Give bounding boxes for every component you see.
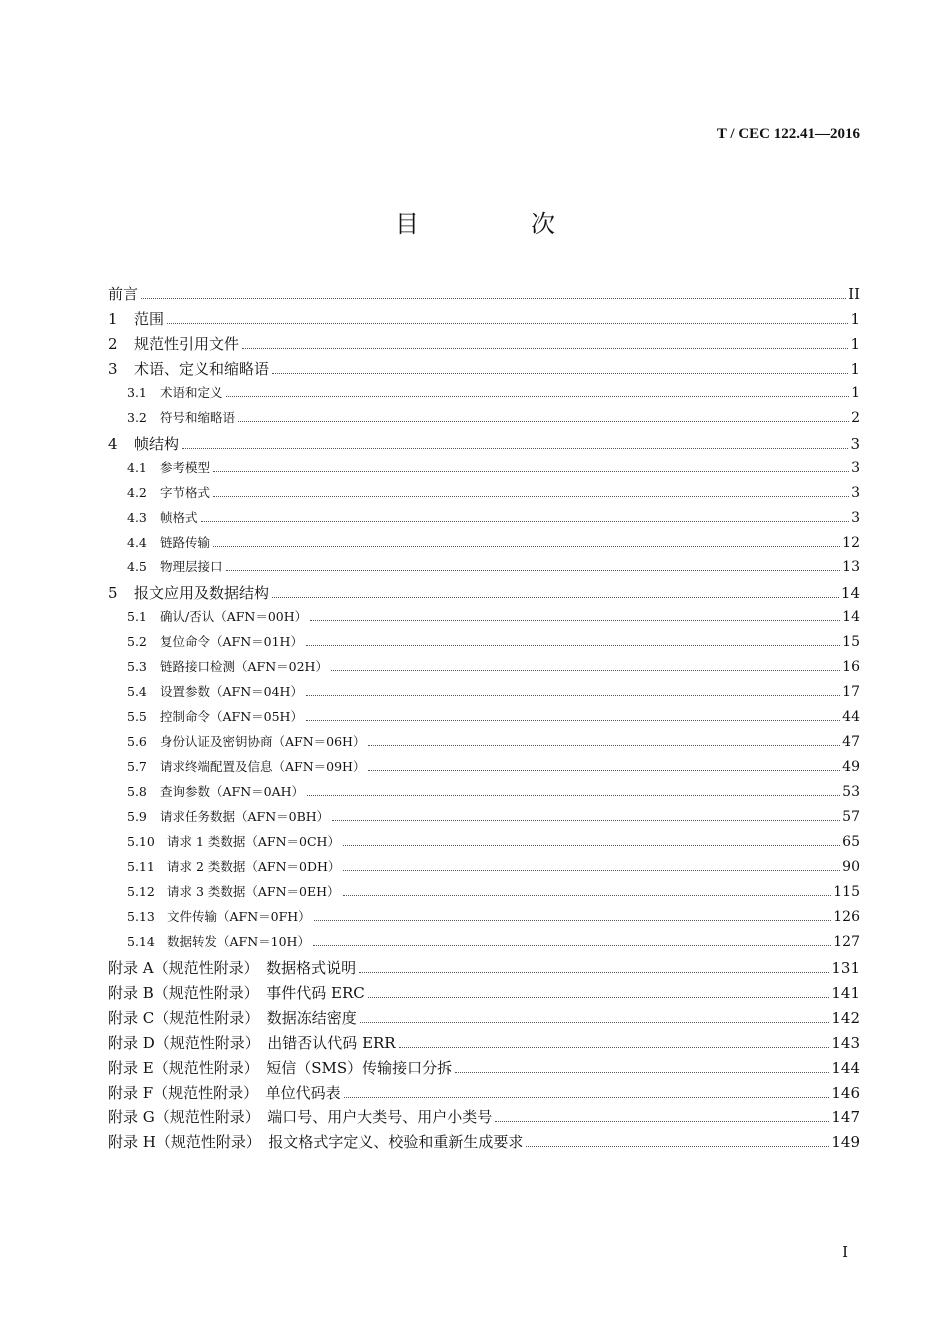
toc-entry-title: 请求终端配置及信息（AFN＝09H） xyxy=(160,759,366,775)
toc-leader-dots xyxy=(359,972,829,973)
toc-entry[interactable] xyxy=(108,533,860,558)
toc-entry-page: 16 xyxy=(842,659,860,676)
toc-entry[interactable] xyxy=(108,807,860,832)
toc-entry-title: 链路传输 xyxy=(160,534,211,550)
toc-entry[interactable] xyxy=(108,857,860,882)
toc-entry[interactable] xyxy=(108,782,860,807)
toc-entry[interactable] xyxy=(108,1007,860,1032)
toc-leader-dots xyxy=(455,1072,829,1073)
toc-entry[interactable] xyxy=(108,1131,860,1156)
toc-entry-page: 53 xyxy=(842,784,860,801)
toc-entry-page: 127 xyxy=(833,933,860,950)
toc-entry-title: 字节格式 xyxy=(160,484,211,500)
toc-entry-title: 范围 xyxy=(134,309,165,328)
toc-entry[interactable] xyxy=(108,932,860,957)
toc-entry-page: 1 xyxy=(851,384,860,401)
toc-entry-title: 附录 F（规范性附录） 单位代码表 xyxy=(108,1083,341,1102)
toc-entry-page: 90 xyxy=(842,858,860,875)
toc-entry-number: 5.10 xyxy=(127,833,155,849)
toc-entry-title: 文件传输（AFN＝0FH） xyxy=(167,908,311,924)
toc-entry-title: 参考模型 xyxy=(160,459,211,475)
toc-entry-title: 附录 A（规范性附录） 数据格式说明 xyxy=(108,958,357,977)
toc-entry[interactable] xyxy=(108,907,860,932)
toc-entry[interactable] xyxy=(108,632,860,657)
toc-entry-number: 5.9 xyxy=(127,809,147,825)
toc-leader-dots xyxy=(368,997,830,998)
toc-entry-number: 4 xyxy=(108,434,118,453)
toc-entry[interactable] xyxy=(108,732,860,757)
toc-entry-title: 控制命令（AFN＝05H） xyxy=(160,709,303,725)
toc-entry-number: 5.6 xyxy=(127,734,147,750)
toc-leader-dots xyxy=(310,620,840,621)
toc-entry-number: 4.4 xyxy=(127,534,147,550)
toc-entry[interactable] xyxy=(108,882,860,907)
toc-entry[interactable] xyxy=(108,508,860,533)
table-of-contents xyxy=(108,283,860,1156)
toc-leader-dots xyxy=(182,448,848,449)
toc-entry[interactable] xyxy=(108,707,860,732)
toc-entry-number: 5.11 xyxy=(127,858,155,874)
toc-entry-page: 144 xyxy=(831,1058,860,1077)
toc-entry-page: 126 xyxy=(833,908,860,925)
toc-entry-title: 复位命令（AFN＝01H） xyxy=(160,634,303,650)
toc-entry-number: 5.8 xyxy=(127,784,147,800)
toc-entry-title: 请求 1 类数据（AFN＝0CH） xyxy=(167,833,340,849)
toc-entry-page: 15 xyxy=(842,634,860,651)
toc-leader-dots xyxy=(238,421,849,422)
toc-entry-number: 5.4 xyxy=(127,684,147,700)
toc-leader-dots xyxy=(399,1047,830,1048)
toc-entry-title: 查询参数（AFN＝0AH） xyxy=(160,784,305,800)
toc-entry-page: 1 xyxy=(850,309,860,328)
toc-entry[interactable] xyxy=(108,757,860,782)
toc-entry-title: 规范性引用文件 xyxy=(134,334,240,353)
toc-entry-title: 身份认证及密钥协商（AFN＝06H） xyxy=(160,734,366,750)
toc-leader-dots xyxy=(343,845,840,846)
toc-entry[interactable] xyxy=(108,557,860,582)
toc-entry[interactable] xyxy=(108,458,860,483)
toc-entry-page: 143 xyxy=(831,1033,860,1052)
toc-entry-number: 5.3 xyxy=(127,659,147,675)
toc-leader-dots xyxy=(242,348,848,349)
toc-entry-page: 2 xyxy=(851,409,860,426)
toc-entry-page: II xyxy=(848,285,860,303)
toc-entry-page: 14 xyxy=(842,609,860,626)
toc-entry-page: 1 xyxy=(850,359,860,378)
toc-entry-title: 链路接口检测（AFN＝02H） xyxy=(160,659,328,675)
toc-entry-number: 3 xyxy=(108,359,118,378)
toc-entry[interactable] xyxy=(108,358,860,383)
toc-entry-number: 4.5 xyxy=(127,559,147,575)
toc-entry-number: 5.12 xyxy=(127,883,155,899)
toc-leader-dots xyxy=(495,1121,829,1122)
toc-leader-dots xyxy=(226,396,850,397)
toc-entry-number: 5 xyxy=(108,584,118,603)
toc-entry[interactable] xyxy=(108,1032,860,1057)
toc-entry-number: 1 xyxy=(108,309,118,328)
toc-entry-page: 131 xyxy=(831,958,860,977)
toc-entry-number: 4.3 xyxy=(127,509,147,525)
toc-entry[interactable] xyxy=(108,433,860,458)
toc-entry[interactable] xyxy=(108,1082,860,1107)
toc-entry-title: 前言 xyxy=(108,285,139,303)
toc-leader-dots xyxy=(272,597,839,598)
toc-leader-dots xyxy=(368,770,840,771)
toc-entry-title: 附录 G（规范性附录） 端口号、用户大类号、用户小类号 xyxy=(108,1108,493,1127)
toc-entry-page: 1 xyxy=(850,334,860,353)
toc-leader-dots xyxy=(331,670,840,671)
toc-entry[interactable] xyxy=(108,982,860,1007)
toc-entry-page: 13 xyxy=(842,559,860,576)
toc-entry-number: 5.5 xyxy=(127,709,147,725)
toc-entry-title: 附录 H（规范性附录） 报文格式字定义、校验和重新生成要求 xyxy=(108,1133,524,1152)
toc-entry-title: 附录 E（规范性附录） 短信（SMS）传输接口分拆 xyxy=(108,1058,453,1077)
toc-entry-title: 设置参数（AFN＝04H） xyxy=(160,684,303,700)
toc-leader-dots xyxy=(226,570,841,571)
toc-leader-dots xyxy=(141,298,846,299)
toc-entry-title: 附录 D（规范性附录） 出错否认代码 ERR xyxy=(108,1033,396,1052)
toc-entry-title: 附录 B（规范性附录） 事件代码 ERC xyxy=(108,983,365,1002)
toc-entry[interactable] xyxy=(108,308,860,333)
toc-entry-title: 物理层接口 xyxy=(160,559,223,575)
toc-entry-page: 44 xyxy=(842,709,860,726)
toc-entry[interactable] xyxy=(108,582,860,607)
toc-leader-dots xyxy=(343,895,832,896)
toc-leader-dots xyxy=(306,695,840,696)
toc-entry-number: 3.1 xyxy=(127,384,147,400)
toc-entry[interactable] xyxy=(108,1057,860,1082)
toc-entry-page: 3 xyxy=(851,509,860,526)
toc-entry-number: 5.2 xyxy=(127,634,147,650)
standard-code: T / CEC 122.41—2016 xyxy=(716,126,860,142)
toc-entry-number: 4.2 xyxy=(127,484,147,500)
toc-entry-page: 14 xyxy=(840,584,860,603)
toc-leader-dots xyxy=(306,720,840,721)
page-title: 目 次 xyxy=(395,210,599,238)
toc-entry-title: 请求任务数据（AFN＝0BH） xyxy=(160,809,330,825)
toc-entry-number: 5.1 xyxy=(127,609,147,625)
toc-entry-title: 附录 C（规范性附录） 数据冻结密度 xyxy=(108,1008,357,1027)
toc-entry[interactable] xyxy=(108,1106,860,1131)
toc-entry-page: 146 xyxy=(831,1083,860,1102)
toc-entry-page: 142 xyxy=(831,1008,860,1027)
toc-leader-dots xyxy=(332,820,840,821)
toc-leader-dots xyxy=(313,945,831,946)
toc-entry-page: 3 xyxy=(851,484,860,501)
toc-leader-dots xyxy=(167,323,848,324)
toc-entry-title: 符号和缩略语 xyxy=(160,409,236,425)
toc-entry-number: 5.14 xyxy=(127,933,155,949)
toc-entry[interactable] xyxy=(108,408,860,433)
toc-entry-page: 49 xyxy=(842,759,860,776)
toc-entry-title: 帧结构 xyxy=(134,434,180,453)
toc-entry-page: 17 xyxy=(842,684,860,701)
toc-leader-dots xyxy=(344,1097,830,1098)
toc-entry[interactable] xyxy=(108,333,860,358)
toc-entry-title: 请求 3 类数据（AFN＝0EH） xyxy=(167,883,340,899)
toc-entry-title: 术语、定义和缩略语 xyxy=(134,359,270,378)
page-number: I xyxy=(842,1243,848,1261)
toc-entry[interactable] xyxy=(108,682,860,707)
toc-entry-title: 确认/否认（AFN＝00H） xyxy=(160,609,308,625)
toc-leader-dots xyxy=(306,645,840,646)
toc-entry[interactable] xyxy=(108,607,860,632)
toc-leader-dots xyxy=(213,546,840,547)
toc-entry-page: 141 xyxy=(831,983,860,1002)
toc-entry[interactable] xyxy=(108,957,860,982)
toc-entry[interactable] xyxy=(108,383,860,408)
toc-entry-page: 57 xyxy=(842,809,860,826)
toc-entry-title: 帧格式 xyxy=(160,509,198,525)
toc-leader-dots xyxy=(360,1022,830,1023)
toc-entry-title: 报文应用及数据结构 xyxy=(134,584,270,603)
toc-entry-number: 5.13 xyxy=(127,908,155,924)
toc-entry-page: 115 xyxy=(833,883,860,900)
toc-entry-page: 47 xyxy=(842,734,860,751)
toc-entry[interactable] xyxy=(108,483,860,508)
toc-entry-number: 5.7 xyxy=(127,759,147,775)
toc-entry-title: 请求 2 类数据（AFN＝0DH） xyxy=(167,858,341,874)
toc-leader-dots xyxy=(272,373,848,374)
toc-entry-title: 数据转发（AFN＝10H） xyxy=(167,933,310,949)
toc-leader-dots xyxy=(343,870,840,871)
toc-entry[interactable] xyxy=(108,283,860,308)
toc-leader-dots xyxy=(213,471,849,472)
toc-entry-page: 65 xyxy=(842,833,860,850)
toc-leader-dots xyxy=(526,1146,829,1147)
toc-leader-dots xyxy=(213,496,849,497)
toc-leader-dots xyxy=(201,521,850,522)
toc-entry-page: 12 xyxy=(842,534,860,551)
toc-entry-page: 147 xyxy=(831,1108,860,1127)
toc-entry-title: 术语和定义 xyxy=(160,384,223,400)
toc-entry[interactable] xyxy=(108,832,860,857)
toc-entry-page: 3 xyxy=(851,459,860,476)
toc-entry-number: 3.2 xyxy=(127,409,147,425)
toc-entry-page: 149 xyxy=(831,1133,860,1152)
toc-entry-number: 2 xyxy=(108,334,118,353)
toc-entry[interactable] xyxy=(108,657,860,682)
toc-entry-number: 4.1 xyxy=(127,459,147,475)
toc-leader-dots xyxy=(368,745,840,746)
toc-leader-dots xyxy=(307,795,840,796)
toc-entry-page: 3 xyxy=(850,434,860,453)
toc-leader-dots xyxy=(314,920,832,921)
